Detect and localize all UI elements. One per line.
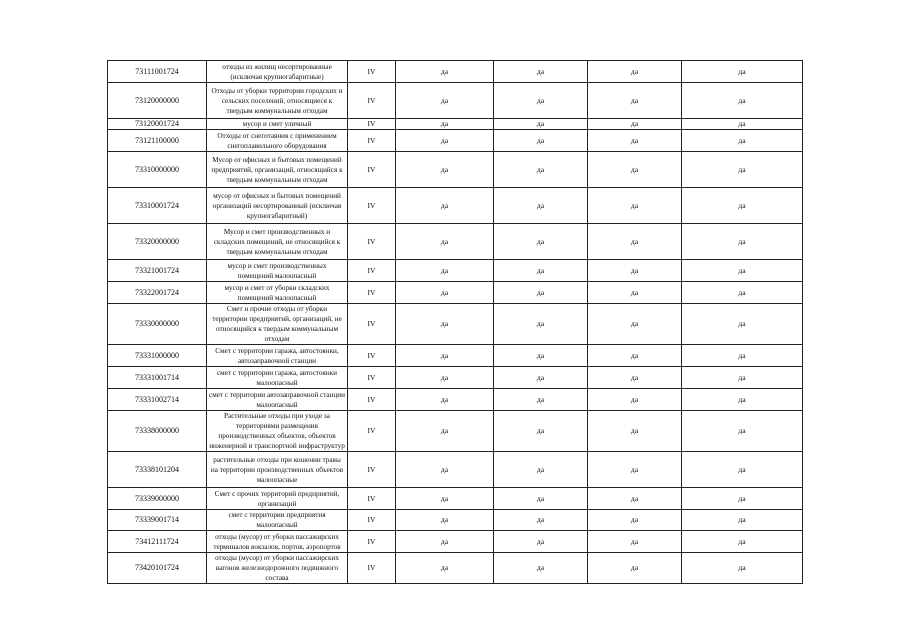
- hazard-class-cell: IV: [348, 152, 396, 188]
- flag-cell-2: да: [494, 152, 588, 188]
- waste-code-cell: 73121100000: [108, 130, 207, 152]
- flag-cell-4: да: [682, 119, 803, 130]
- hazard-class-cell: IV: [348, 304, 396, 345]
- waste-name-cell: отходы (мусор) от уборки пассажирских вагонов железнодорожного подвижного состава: [207, 553, 348, 584]
- waste-name-cell: смет с территории автозаправочной станции малоопасный: [207, 389, 348, 411]
- hazard-class-cell: IV: [348, 188, 396, 224]
- flag-cell-3: да: [588, 367, 682, 389]
- waste-code-cell: 73412111724: [108, 531, 207, 553]
- flag-cell-2: да: [494, 531, 588, 553]
- hazard-class-cell: IV: [348, 553, 396, 584]
- flag-cell-4: да: [682, 389, 803, 411]
- flag-cell-2: да: [494, 130, 588, 152]
- hazard-class-cell: IV: [348, 488, 396, 510]
- table-row: [108, 61, 803, 83]
- flag-cell-1: да: [396, 224, 494, 260]
- waste-code-cell: 73331001714: [108, 367, 207, 389]
- waste-name-cell: Смет с прочих территорий предприятий, организаций: [207, 488, 348, 510]
- table-row: [108, 452, 803, 488]
- flag-cell-2: да: [494, 389, 588, 411]
- waste-code-cell: 73320000000: [108, 224, 207, 260]
- waste-name-cell: Мусор от офисных и бытовых помещений предприятий, организаций, относящийся к твердым коммунальным отходам: [207, 152, 348, 188]
- flag-cell-1: да: [396, 188, 494, 224]
- flag-cell-1: да: [396, 389, 494, 411]
- hazard-class-cell: IV: [348, 411, 396, 452]
- waste-name-cell: Растительные отходы при уходе за территориями размещения производственных объектов, объектов инженерной и транспортной инфраструктур: [207, 411, 348, 452]
- waste-classification-table: [107, 60, 803, 584]
- flag-cell-4: да: [682, 224, 803, 260]
- flag-cell-4: да: [682, 411, 803, 452]
- table-row: [108, 553, 803, 584]
- flag-cell-2: да: [494, 510, 588, 531]
- flag-cell-2: да: [494, 61, 588, 83]
- table-row: [108, 304, 803, 345]
- flag-cell-3: да: [588, 389, 682, 411]
- flag-cell-1: да: [396, 83, 494, 119]
- flag-cell-3: да: [588, 119, 682, 130]
- flag-cell-2: да: [494, 119, 588, 130]
- flag-cell-2: да: [494, 553, 588, 584]
- flag-cell-4: да: [682, 83, 803, 119]
- flag-cell-4: да: [682, 553, 803, 584]
- flag-cell-2: да: [494, 304, 588, 345]
- waste-name-cell: растительные отходы при кошении травы на территории производственных объектов малоопасные: [207, 452, 348, 488]
- waste-code-cell: 73420101724: [108, 553, 207, 584]
- hazard-class-cell: IV: [348, 119, 396, 130]
- flag-cell-3: да: [588, 61, 682, 83]
- waste-code-cell: 73338101204: [108, 452, 207, 488]
- flag-cell-4: да: [682, 452, 803, 488]
- flag-cell-1: да: [396, 411, 494, 452]
- waste-code-cell: 73310000000: [108, 152, 207, 188]
- flag-cell-3: да: [588, 510, 682, 531]
- flag-cell-3: да: [588, 304, 682, 345]
- waste-name-cell: смет с территории предприятия малоопасный: [207, 510, 348, 531]
- flag-cell-4: да: [682, 282, 803, 304]
- flag-cell-2: да: [494, 452, 588, 488]
- flag-cell-3: да: [588, 224, 682, 260]
- flag-cell-4: да: [682, 510, 803, 531]
- flag-cell-4: да: [682, 367, 803, 389]
- hazard-class-cell: IV: [348, 389, 396, 411]
- waste-code-cell: 73321001724: [108, 260, 207, 282]
- flag-cell-1: да: [396, 130, 494, 152]
- flag-cell-4: да: [682, 531, 803, 553]
- waste-name-cell: Мусор и смет производственных и складских помещений, не относящийся к твердым коммунальным отходам: [207, 224, 348, 260]
- flag-cell-4: да: [682, 152, 803, 188]
- table-row: [108, 260, 803, 282]
- flag-cell-3: да: [588, 531, 682, 553]
- waste-name-cell: мусор и смет от уборки складских помещений малоопасный: [207, 282, 348, 304]
- table-row: [108, 345, 803, 367]
- waste-name-cell: Смет и прочие отходы от уборки территории предприятий, организаций, не относящийся к твердым коммунальным отходам: [207, 304, 348, 345]
- table-row: [108, 282, 803, 304]
- table-row: [108, 188, 803, 224]
- table-row: [108, 152, 803, 188]
- flag-cell-4: да: [682, 260, 803, 282]
- waste-code-cell: 73322001724: [108, 282, 207, 304]
- hazard-class-cell: IV: [348, 130, 396, 152]
- table-row: [108, 367, 803, 389]
- waste-name-cell: Отходы от снеготаяния с применением снегоплавильного оборудования: [207, 130, 348, 152]
- flag-cell-4: да: [682, 488, 803, 510]
- flag-cell-1: да: [396, 345, 494, 367]
- flag-cell-1: да: [396, 531, 494, 553]
- hazard-class-cell: IV: [348, 367, 396, 389]
- flag-cell-1: да: [396, 152, 494, 188]
- flag-cell-3: да: [588, 345, 682, 367]
- hazard-class-cell: IV: [348, 61, 396, 83]
- hazard-class-cell: IV: [348, 510, 396, 531]
- flag-cell-1: да: [396, 260, 494, 282]
- waste-name-cell: мусор и смет уличный: [207, 119, 348, 130]
- hazard-class-cell: IV: [348, 260, 396, 282]
- flag-cell-1: да: [396, 61, 494, 83]
- flag-cell-3: да: [588, 130, 682, 152]
- table-row: [108, 411, 803, 452]
- flag-cell-1: да: [396, 119, 494, 130]
- flag-cell-3: да: [588, 488, 682, 510]
- hazard-class-cell: IV: [348, 345, 396, 367]
- flag-cell-2: да: [494, 411, 588, 452]
- flag-cell-4: да: [682, 345, 803, 367]
- hazard-class-cell: IV: [348, 452, 396, 488]
- waste-name-cell: мусор от офисных и бытовых помещений организаций несортированный (исключая крупногабаритный): [207, 188, 348, 224]
- waste-code-cell: 73339000000: [108, 488, 207, 510]
- table-row: [108, 531, 803, 553]
- waste-code-cell: 73120001724: [108, 119, 207, 130]
- waste-code-cell: 73120000000: [108, 83, 207, 119]
- flag-cell-2: да: [494, 488, 588, 510]
- flag-cell-3: да: [588, 83, 682, 119]
- table-row: [108, 488, 803, 510]
- waste-code-cell: 73339001714: [108, 510, 207, 531]
- flag-cell-1: да: [396, 367, 494, 389]
- waste-code-cell: 73330000000: [108, 304, 207, 345]
- flag-cell-3: да: [588, 188, 682, 224]
- flag-cell-1: да: [396, 282, 494, 304]
- flag-cell-2: да: [494, 83, 588, 119]
- flag-cell-3: да: [588, 553, 682, 584]
- waste-code-cell: 73331000000: [108, 345, 207, 367]
- flag-cell-3: да: [588, 260, 682, 282]
- waste-code-cell: 73331002714: [108, 389, 207, 411]
- flag-cell-1: да: [396, 553, 494, 584]
- table-row: [108, 83, 803, 119]
- flag-cell-4: да: [682, 304, 803, 345]
- waste-name-cell: отходы (мусор) от уборки пассажирских терминалов вокзалов, портов, аэропортов: [207, 531, 348, 553]
- waste-name-cell: смет с территории гаража, автостоянки малоопасный: [207, 367, 348, 389]
- flag-cell-1: да: [396, 452, 494, 488]
- flag-cell-2: да: [494, 188, 588, 224]
- waste-code-cell: 73338000000: [108, 411, 207, 452]
- flag-cell-2: да: [494, 282, 588, 304]
- table-row: [108, 119, 803, 130]
- waste-name-cell: Смет с территории гаража, автостоянки, автозаправочной станции: [207, 345, 348, 367]
- table-row: [108, 389, 803, 411]
- hazard-class-cell: IV: [348, 83, 396, 119]
- flag-cell-1: да: [396, 304, 494, 345]
- table-row: [108, 510, 803, 531]
- flag-cell-2: да: [494, 367, 588, 389]
- flag-cell-2: да: [494, 260, 588, 282]
- table-body: [108, 61, 803, 584]
- waste-name-cell: Отходы от уборки территории городских и сельских поселений, относящиеся к твердым коммунальным отходам: [207, 83, 348, 119]
- flag-cell-3: да: [588, 411, 682, 452]
- flag-cell-4: да: [682, 130, 803, 152]
- flag-cell-3: да: [588, 282, 682, 304]
- hazard-class-cell: IV: [348, 282, 396, 304]
- waste-name-cell: отходы из жилищ несортированные (исключая крупногабаритные): [207, 61, 348, 83]
- flag-cell-3: да: [588, 152, 682, 188]
- hazard-class-cell: IV: [348, 224, 396, 260]
- flag-cell-1: да: [396, 488, 494, 510]
- table-row: [108, 130, 803, 152]
- flag-cell-2: да: [494, 345, 588, 367]
- table-row: [108, 224, 803, 260]
- waste-name-cell: мусор и смет производственных помещений малоопасный: [207, 260, 348, 282]
- flag-cell-1: да: [396, 510, 494, 531]
- flag-cell-4: да: [682, 188, 803, 224]
- hazard-class-cell: IV: [348, 531, 396, 553]
- flag-cell-2: да: [494, 224, 588, 260]
- waste-code-cell: 73310001724: [108, 188, 207, 224]
- flag-cell-4: да: [682, 61, 803, 83]
- waste-code-cell: 73111001724: [108, 61, 207, 83]
- flag-cell-3: да: [588, 452, 682, 488]
